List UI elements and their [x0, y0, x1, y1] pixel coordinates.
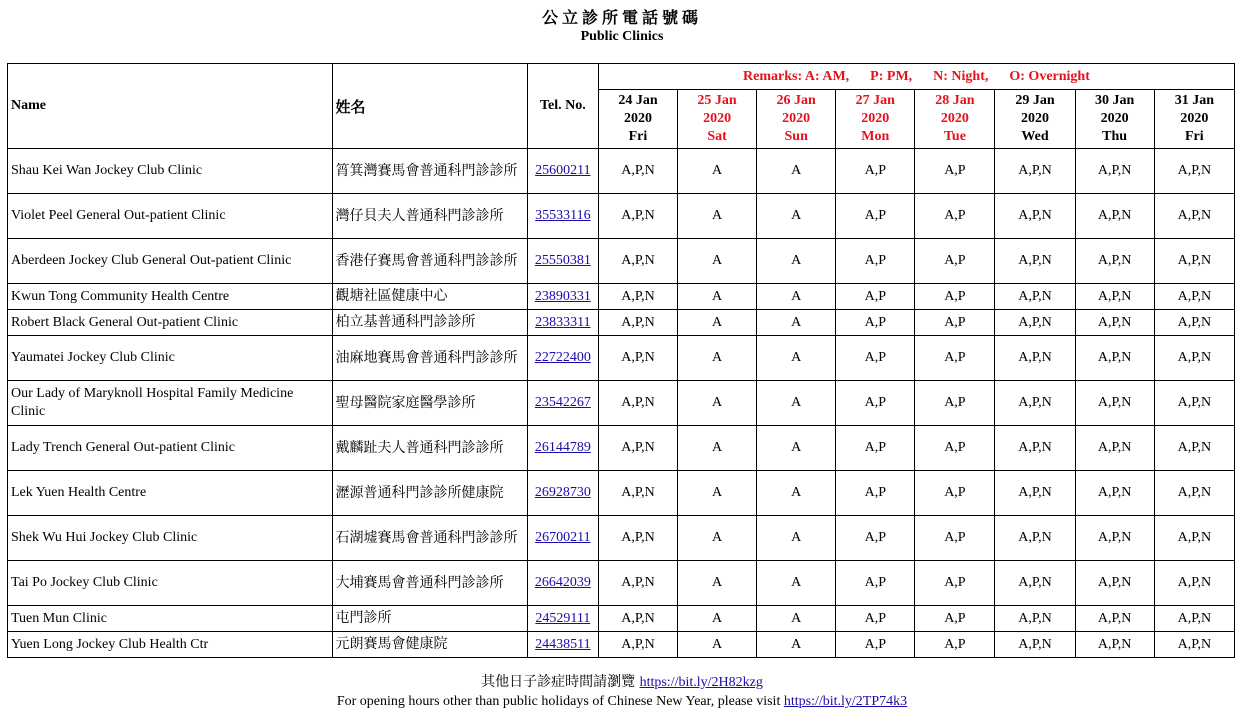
session-code: A,P,N — [995, 310, 1075, 336]
session-code: A,P,N — [598, 471, 677, 516]
session-code: A,P,N — [1154, 239, 1234, 284]
session-code: A — [678, 284, 757, 310]
tel-cell — [527, 632, 598, 658]
clinic-name-chinese: 油麻地賽馬會普通科門診診所 — [332, 336, 527, 381]
session-code: A,P,N — [1154, 310, 1234, 336]
session-code: A,P,N — [1154, 632, 1234, 658]
phone-link[interactable]: 26928730 — [534, 485, 591, 500]
session-code: A — [678, 606, 757, 632]
phone-link[interactable]: 23833311 — [535, 314, 591, 330]
table-row — [8, 239, 1235, 284]
footer — [0, 673, 1244, 711]
session-code: A,P,N — [995, 426, 1075, 471]
session-code: A,P,N — [598, 606, 677, 632]
session-code: A,P,N — [995, 336, 1075, 381]
session-code: A,P,N — [995, 561, 1075, 606]
session-code: A — [757, 149, 836, 194]
session-code: A — [678, 381, 757, 426]
session-code: A,P — [915, 426, 995, 471]
column-header-day — [598, 90, 677, 149]
footer-line-english — [0, 692, 1244, 711]
session-code: A,P,N — [995, 471, 1075, 516]
table-row — [8, 561, 1235, 606]
session-code: A,P,N — [1075, 381, 1154, 426]
session-code: A,P,N — [1154, 606, 1234, 632]
session-code: A — [757, 336, 836, 381]
session-code: A,P,N — [1075, 516, 1154, 561]
table-row — [8, 284, 1235, 310]
column-header-day — [757, 90, 836, 149]
session-code: A,P — [836, 426, 915, 471]
session-code: A,P,N — [598, 516, 677, 561]
clinic-name: Shek Wu Hui Jockey Club Clinic — [8, 516, 333, 561]
column-header-day — [1075, 90, 1154, 149]
session-code: A,P,N — [995, 149, 1075, 194]
clinic-name-chinese: 灣仔貝夫人普通科門診診所 — [332, 194, 527, 239]
clinic-name-chinese: 觀塘社區健康中心 — [332, 284, 527, 310]
clinic-name: Tai Po Jockey Club Clinic — [8, 561, 333, 606]
phone-link[interactable]: 26642039 — [534, 575, 591, 590]
table-row — [8, 606, 1235, 632]
clinic-name-chinese: 聖母醫院家庭醫學診所 — [332, 381, 527, 426]
clinic-name: Lek Yuen Health Centre — [8, 471, 333, 516]
clinic-name: Lady Trench General Out-patient Clinic — [8, 426, 333, 471]
tel-cell — [527, 426, 598, 471]
day-date: 25 Jan — [697, 93, 737, 108]
session-code: A,P,N — [1154, 149, 1234, 194]
phone-link[interactable]: 25550381 — [534, 253, 591, 268]
session-code: A,P — [836, 310, 915, 336]
session-code: A,P,N — [1075, 149, 1154, 194]
phone-link[interactable]: 22722400 — [534, 350, 591, 365]
clinic-name: Robert Black General Out-patient Clinic — [8, 310, 333, 336]
day-year: 2020 — [861, 111, 890, 126]
session-code: A — [678, 239, 757, 284]
clinic-name-chinese: 石湖墟賽馬會普通科門診診所 — [332, 516, 527, 561]
session-code: A,P — [915, 561, 995, 606]
session-code: A,P — [915, 310, 995, 336]
day-year: 2020 — [940, 111, 969, 126]
day-weekday: Sat — [707, 129, 727, 144]
phone-link[interactable]: 23890331 — [534, 288, 591, 304]
session-code: A,P,N — [598, 310, 677, 336]
session-code: A,P,N — [598, 381, 677, 426]
session-code: A — [678, 194, 757, 239]
phone-link[interactable]: 26144789 — [534, 440, 591, 455]
tel-cell — [527, 516, 598, 561]
session-code: A — [757, 471, 836, 516]
session-code: A,P,N — [1075, 426, 1154, 471]
remarks-legend: Remarks: A: AM, P: PM, N: Night, O: Overnight — [598, 64, 1234, 90]
table-row — [8, 632, 1235, 658]
session-code: A,P,N — [1154, 516, 1234, 561]
session-code: A — [678, 632, 757, 658]
day-weekday: Thu — [1102, 129, 1128, 144]
clinic-name: Yuen Long Jockey Club Health Ctr — [8, 632, 333, 658]
phone-link[interactable]: 26700211 — [535, 530, 591, 545]
session-code: A,P,N — [598, 632, 677, 658]
clinic-name: Shau Kei Wan Jockey Club Clinic — [8, 149, 333, 194]
day-weekday: Tue — [943, 129, 966, 144]
day-year: 2020 — [703, 111, 732, 126]
clinic-name-chinese: 香港仔賽馬會普通科門診診所 — [332, 239, 527, 284]
day-date: 30 Jan — [1094, 93, 1135, 108]
session-code: A — [678, 516, 757, 561]
session-code: A,P,N — [1154, 561, 1234, 606]
session-code: A,P,N — [995, 239, 1075, 284]
clinic-name-chinese: 筲箕灣賽馬會普通科門診診所 — [332, 149, 527, 194]
table-row — [8, 426, 1235, 471]
clinic-name: Aberdeen Jockey Club General Out-patient Clinic — [8, 239, 333, 284]
session-code: A,P,N — [1154, 284, 1234, 310]
session-code: A,P — [836, 284, 915, 310]
session-code: A,P,N — [995, 194, 1075, 239]
tel-cell — [527, 381, 598, 426]
session-code: A,P — [836, 632, 915, 658]
clinic-name-chinese: 屯門診所 — [332, 606, 527, 632]
column-header-day — [995, 90, 1075, 149]
session-code: A,P,N — [995, 284, 1075, 310]
column-header-name: Name — [8, 64, 333, 149]
session-code: A,P,N — [1075, 606, 1154, 632]
footer-chinese-text: 其他日子診症時間請瀏覽 — [481, 674, 640, 690]
column-header-day — [915, 90, 995, 149]
session-code: A — [757, 284, 836, 310]
session-code: A,P,N — [1075, 632, 1154, 658]
day-year: 2020 — [782, 111, 811, 126]
session-code: A — [678, 149, 757, 194]
session-code: A,P — [915, 606, 995, 632]
table-row — [8, 381, 1235, 426]
page-header — [0, 0, 1244, 45]
day-year: 2020 — [623, 111, 652, 126]
day-year: 2020 — [1100, 111, 1129, 126]
session-code: A,P — [915, 336, 995, 381]
phone-link[interactable]: 24438511 — [535, 636, 591, 652]
footer-english-link[interactable]: https://bit.ly/2TP74k3 — [783, 694, 908, 709]
day-date: 31 Jan — [1174, 93, 1214, 108]
session-code: A,P — [836, 194, 915, 239]
tel-cell — [527, 149, 598, 194]
session-code: A,P,N — [995, 516, 1075, 561]
day-date: 27 Jan — [855, 93, 895, 108]
column-header-tel: Tel. No. — [527, 64, 598, 149]
session-code: A — [757, 632, 836, 658]
session-code: A — [678, 310, 757, 336]
session-code: A,P — [836, 239, 915, 284]
footer-english-text: For opening hours other than public holidays of Chinese New Year, please visit — [336, 694, 784, 709]
session-code: A — [757, 516, 836, 561]
clinic-name-chinese: 柏立基普通科門診診所 — [332, 310, 527, 336]
clinic-name: Our Lady of Maryknoll Hospital Family Medicine Clinic — [8, 381, 333, 426]
session-code: A — [678, 426, 757, 471]
clinic-name-chinese: 大埔賽馬會普通科門診診所 — [332, 561, 527, 606]
clinic-name-chinese: 戴麟趾夫人普通科門診診所 — [332, 426, 527, 471]
phone-link[interactable]: 24529111 — [535, 610, 591, 626]
tel-cell — [527, 606, 598, 632]
phone-link[interactable]: 25600211 — [535, 163, 591, 178]
clinic-name-chinese: 瀝源普通科門診診所健康院 — [332, 471, 527, 516]
session-code: A,P,N — [1154, 471, 1234, 516]
session-code: A,P — [915, 239, 995, 284]
day-date: 29 Jan — [1015, 93, 1055, 108]
session-code: A,P,N — [598, 426, 677, 471]
session-code: A,P,N — [1154, 426, 1234, 471]
session-code: A,P — [915, 194, 995, 239]
column-header-day — [678, 90, 757, 149]
session-code: A — [757, 426, 836, 471]
session-code: A,P — [915, 381, 995, 426]
day-weekday: Wed — [1021, 129, 1049, 144]
session-code: A,P,N — [598, 284, 677, 310]
session-code: A,P,N — [1075, 239, 1154, 284]
day-year: 2020 — [1021, 111, 1049, 126]
session-code: A,P,N — [598, 149, 677, 194]
phone-link[interactable]: 23542267 — [534, 395, 591, 410]
clinic-name-chinese: 元朗賽馬會健康院 — [332, 632, 527, 658]
session-code: A,P,N — [1154, 336, 1234, 381]
session-code: A,P — [836, 336, 915, 381]
footer-line-chinese — [0, 673, 1244, 692]
clinic-name: Kwun Tong Community Health Centre — [8, 284, 333, 310]
session-code: A,P,N — [598, 194, 677, 239]
session-code: A,P,N — [995, 606, 1075, 632]
session-code: A,P,N — [1154, 194, 1234, 239]
session-code: A — [757, 606, 836, 632]
session-code: A,P,N — [1154, 381, 1234, 426]
session-code: A,P,N — [1075, 471, 1154, 516]
page-title-chinese: 公立診所電話號碼 — [541, 8, 702, 27]
session-code: A — [757, 239, 836, 284]
session-code: A — [757, 310, 836, 336]
session-code: A,P,N — [1075, 336, 1154, 381]
session-code: A,P — [836, 606, 915, 632]
day-weekday: Fri — [628, 129, 648, 144]
session-code: A — [757, 561, 836, 606]
session-code: A,P,N — [1075, 194, 1154, 239]
session-code: A — [678, 471, 757, 516]
session-code: A,P,N — [995, 632, 1075, 658]
tel-cell — [527, 336, 598, 381]
day-date: 26 Jan — [776, 93, 816, 108]
column-header-name-chinese: 姓名 — [332, 64, 527, 149]
column-header-day — [1154, 90, 1234, 149]
session-code: A,P,N — [1075, 284, 1154, 310]
session-code: A,P — [915, 149, 995, 194]
tel-cell — [527, 561, 598, 606]
day-weekday: Sun — [784, 129, 808, 144]
day-weekday: Fri — [1185, 129, 1204, 144]
clinic-name: Violet Peel General Out-patient Clinic — [8, 194, 333, 239]
table-row — [8, 149, 1235, 194]
day-year: 2020 — [1180, 111, 1209, 126]
page-title-english: Public Clinics — [580, 29, 664, 44]
table-row — [8, 194, 1235, 239]
clinic-name: Yaumatei Jockey Club Clinic — [8, 336, 333, 381]
tel-cell — [527, 471, 598, 516]
day-weekday: Mon — [861, 129, 890, 144]
session-code: A — [678, 561, 757, 606]
session-code: A,P — [836, 561, 915, 606]
session-code: A,P — [836, 516, 915, 561]
session-code: A,P — [915, 471, 995, 516]
table-row — [8, 516, 1235, 561]
session-code: A — [757, 381, 836, 426]
day-date: 28 Jan — [935, 93, 975, 108]
tel-cell — [527, 310, 598, 336]
session-code: A,P,N — [598, 239, 677, 284]
table-row — [8, 336, 1235, 381]
session-code: A,P — [915, 632, 995, 658]
column-header-day — [836, 90, 915, 149]
session-code: A,P — [836, 381, 915, 426]
clinic-table — [7, 63, 1235, 658]
table-row — [8, 471, 1235, 516]
session-code: A — [757, 194, 836, 239]
tel-cell — [527, 194, 598, 239]
session-code: A,P,N — [598, 336, 677, 381]
session-code: A,P — [915, 516, 995, 561]
footer-chinese-link[interactable]: https://bit.ly/2H82kzg — [639, 675, 763, 690]
session-code: A,P,N — [1075, 561, 1154, 606]
day-date: 24 Jan — [618, 93, 658, 108]
session-code: A,P,N — [1075, 310, 1154, 336]
session-code: A,P — [836, 471, 915, 516]
session-code: A — [678, 336, 757, 381]
tel-cell — [527, 239, 598, 284]
session-code: A,P — [915, 284, 995, 310]
session-code: A,P,N — [995, 381, 1075, 426]
tel-cell — [527, 284, 598, 310]
session-code: A,P — [836, 149, 915, 194]
clinic-name: Tuen Mun Clinic — [8, 606, 333, 632]
session-code: A,P,N — [598, 561, 677, 606]
phone-link[interactable]: 35533116 — [535, 208, 591, 223]
table-row — [8, 310, 1235, 336]
